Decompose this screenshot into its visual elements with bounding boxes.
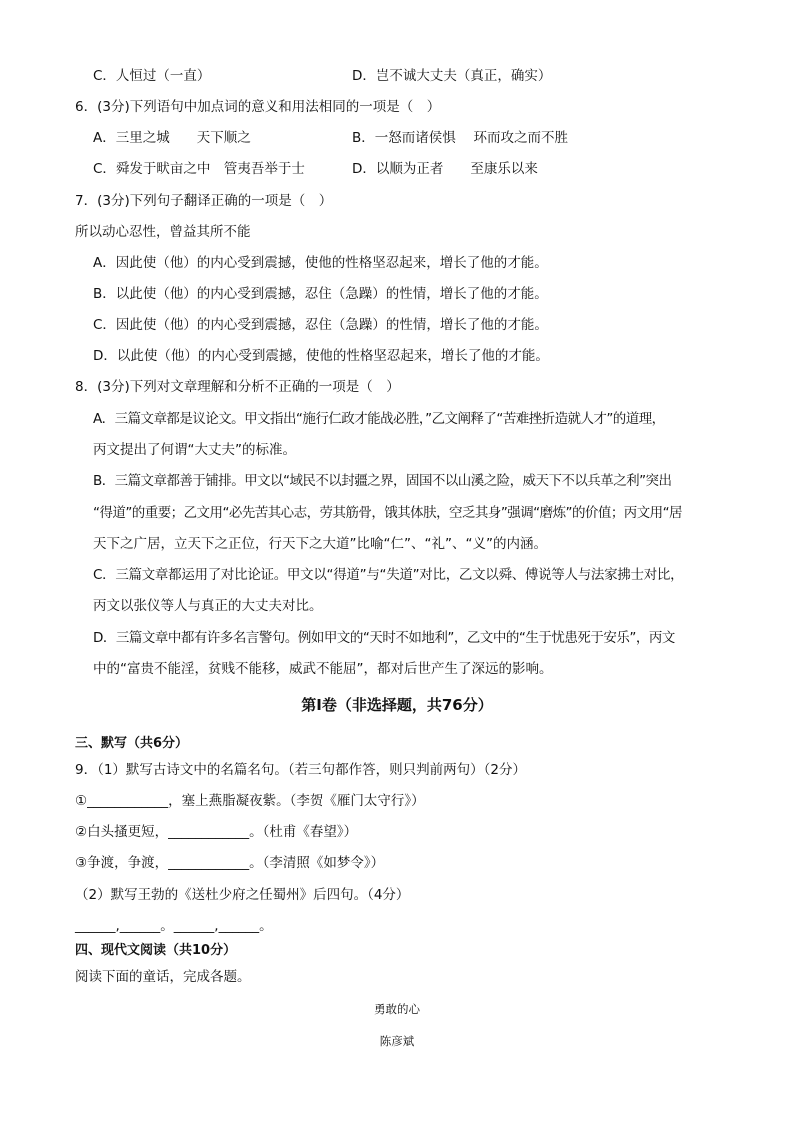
q7-sentence: 所以动心忍性，曾益其所不能 <box>75 224 251 240</box>
q9-answer-blanks: ______,______。______,______。 <box>75 918 273 934</box>
q8-option-c-line2: 丙文以张仪等人与真正的大丈夫对比。 <box>93 598 323 614</box>
q6-option-c: C．舜发于畎亩之中 管夷吾举于士 <box>93 161 305 177</box>
part-title: 第Ⅰ卷（非选择题，共76分） <box>301 696 493 714</box>
q8-option-a-line2: 丙文提出了何谓“大丈夫”的标准。 <box>93 442 296 458</box>
story-author: 陈彦斌 <box>379 1034 415 1048</box>
q6-option-d: D．以顺为正者 至康乐以来 <box>352 161 538 177</box>
q9-part2-stem: （2）默写王勃的《送杜少府之任蜀州》后四句。（4分） <box>75 887 410 903</box>
q8-option-b-line1: B．三篇文章都善于铺排。甲文以“域民不以封疆之界，固国不以山溪之险，威天下不以兵革之利”突出 <box>93 473 672 489</box>
q5-option-d: D．岂不诚大丈夫（真正，确实） <box>352 68 552 84</box>
q8-option-b-line3: 天下之广居，立天下之正位，行天下之大道”比喻“仁”、“礼”、“义”的内涵。 <box>93 536 547 552</box>
story-title: 勇敢的心 <box>374 1002 420 1016</box>
q9-line-3: ③争渡，争渡，____________。（李清照《如梦令》） <box>75 855 385 871</box>
q7-option-d: D．以此使（他）的内心受到震撼，使他的性格坚忍起来，增长了他的才能。 <box>93 348 549 364</box>
section-3-title: 三、默写（共6分） <box>75 736 189 751</box>
q8-option-d-line1: D．三篇文章中都有许多名言警句。例如甲文的“天时不如地利”，乙文中的“生于忧患死于安乐”，丙文 <box>93 630 675 646</box>
q6-stem: 6．(3分)下列语句中加点词的意义和用法相同的一项是（ ） <box>75 99 441 115</box>
q7-option-b: B．以此使（他）的内心受到震撼，忍住（急躁）的性情，增长了他的才能。 <box>93 286 548 302</box>
q8-option-d-line2: 中的“富贵不能淫，贫贱不能移，威武不能屈”，都对后世产生了深远的影响。 <box>93 661 553 677</box>
q8-option-c-line1: C．三篇文章都运用了对比论证。甲文以“得道”与“失道”对比，乙文以舜、傅说等人与法家拂士对比， <box>93 567 684 583</box>
q7-stem: 7．(3分)下列句子翻译正确的一项是（ ） <box>75 193 333 209</box>
section-4-title: 四、现代文阅读（共10分） <box>75 943 237 958</box>
q8-stem: 8．(3分)下列对文章理解和分析不正确的一项是（ ） <box>75 379 400 395</box>
q6-option-a: A．三里之城 天下顺之 <box>93 130 251 146</box>
q9-part1-stem: 9．（1）默写古诗文中的名篇名句。（若三句都作答，则只判前两句）（2分） <box>75 762 527 778</box>
q7-option-a: A．因此使（他）的内心受到震撼，使他的性格坚忍起来，增长了他的才能。 <box>93 255 548 271</box>
section-4-intro: 阅读下面的童话，完成各题。 <box>75 969 251 985</box>
q9-line-1: ①____________，塞上燕脂凝夜紫。（李贺《雁门太守行》） <box>75 793 425 809</box>
q5-option-c: C．人恒过（一直） <box>93 68 211 84</box>
q8-option-b-line2: “得道”的重要；乙文用“必先苦其心志，劳其筋骨，饿其体肤，空乏其身”强调“磨炼”的价值；丙文用“居 <box>93 505 683 521</box>
q9-line-2: ②白头搔更短，____________。（杜甫《春望》） <box>75 824 358 840</box>
q7-option-c: C．因此使（他）的内心受到震撼，忍住（急躁）的性情，增长了他的才能。 <box>93 317 548 333</box>
q8-option-a-line1: A．三篇文章都是议论文。甲文指出“施行仁政才能战必胜，”乙文阐释了“苦难挫折造就人才”的道理， <box>93 411 665 427</box>
q6-option-b: B．一怒而诸侯惧 环而攻之而不胜 <box>352 130 569 146</box>
